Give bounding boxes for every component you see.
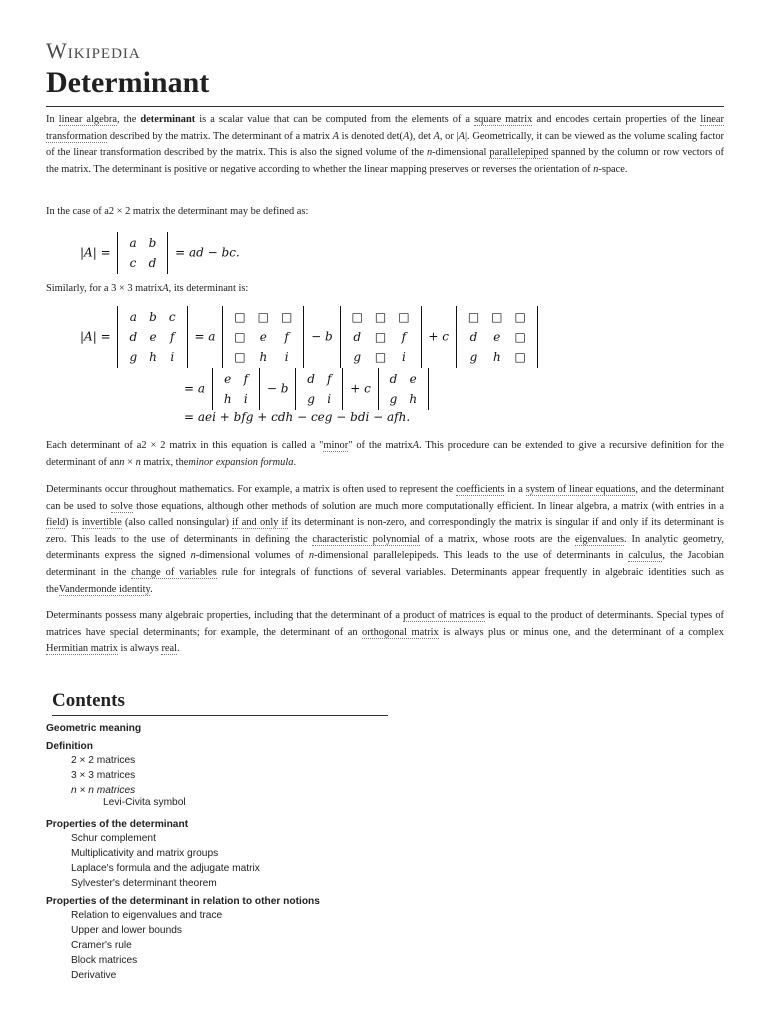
toc-item[interactable]: 2 × 2 matrices [71, 755, 136, 766]
wikipedia-wordmark[interactable]: Wikipedia [46, 38, 141, 63]
matrix-3x3: a b c d e f g h i [117, 306, 187, 368]
paragraph-2x2: In the case of a2 × 2 matrix the determinant may be defined as: [46, 206, 309, 217]
link-real[interactable]: real [161, 643, 178, 655]
toc-item[interactable]: Schur complement [71, 833, 156, 844]
link-minor[interactable]: minor [323, 440, 349, 451]
intro-paragraph: In linear algebra, the determinant is a scalar value that can be computed from the elements of a square matrix and encodes certain properties of the linear transformation described by the matrix. The determinant of a matrix A is denoted det(A), det A, or |A|. Geometrically, it can be viewed as the volume scaling factor of the linear transformation described by the matrix. This is also the signed volume of the n-dimensional parallelepiped spanned by the column or row vectors of the matrix. The determinant is positive or negative according to whether the linear mapping preserves or reverses the orientation of n-space. [46, 114, 725, 175]
minor-matrix-c: □ □ □ d e □ g h □ [456, 306, 538, 368]
paragraph-minor: Each determinant of a2 × 2 matrix in this equation is called a "minor" of the matrixA. This procedure can be extended to give a recursive definition for the determinant of ann × n matrix, theminor expansion formula. [46, 440, 724, 468]
link-calculus[interactable]: calculus [628, 550, 663, 562]
link-invertible[interactable]: invertible [81, 517, 122, 529]
matrix-2x2: a b c d [117, 232, 168, 274]
link-if-and-only-if[interactable]: if and only if [232, 517, 288, 529]
toc-item[interactable]: n × n matrices [71, 785, 136, 796]
toc-item[interactable]: Levi-Civita symbol [103, 797, 186, 808]
table-of-contents [52, 690, 388, 716]
toc-item[interactable]: Relation to eigenvalues and trace [71, 910, 223, 921]
link-characteristic-polynomial[interactable]: characteristic polynomial [312, 533, 421, 545]
equation-3x3-line3: = aei + bfg + cdh − ceg − bdi − afh. [184, 410, 411, 424]
link-parallelepiped[interactable]: parallelepiped [489, 147, 549, 159]
paragraph-3x3: Similarly, for a 3 × 3 matrixA, its determinant is: [46, 283, 249, 294]
toc-item[interactable]: Multiplicativity and matrix groups [71, 848, 219, 859]
link-system-of-linear-equations[interactable]: system of linear equations [525, 484, 636, 495]
link-linear-algebra[interactable]: linear algebra [58, 114, 117, 125]
toc-item[interactable]: Properties of the determinant in relation to other notions [46, 896, 320, 907]
link-field[interactable]: field [46, 517, 66, 529]
toc-item[interactable]: Cramer's rule [71, 940, 132, 951]
link-linear-transformation[interactable]: linear transformation [46, 114, 724, 142]
toc-item[interactable]: Laplace's formula and the adjugate matrix [71, 863, 260, 874]
link-change-of-variables[interactable]: change of variables [131, 566, 217, 578]
toc-item[interactable]: Sylvester's determinant theorem [71, 878, 217, 889]
link-vandermonde-identity[interactable]: Vandermonde identity [58, 583, 151, 595]
link-orthogonal-matrix[interactable]: orthogonal matrix [362, 626, 439, 638]
cofactor-matrix-a: e f h i [212, 368, 260, 410]
paragraph-uses: Determinants occur throughout mathematics. For example, a matrix is often used to represent the coefficients in a system of linear equations, and the determinant can be used to solve those equations, although other methods of solution are much more computationally efficient. In linear algebra, a matrix (with entries in a field) is invertible (also called nonsingular) if and only if its determinant is non-zero, and correspondingly the matrix is singular if and only if its determinant is zero. This leads to the use of determinants in defining the characteristic polynomial of a matrix, whose roots are the eigenvalues. In analytic geometry, determinants express the signed n-dimensional volumes of n-dimensional parallelepipeds. This leads to the use of determinants in calculus, the Jacobian determinant in the change of variables rule for integrals of functions of several variables. Determinants appear frequently in algebraic identities such as theVandermonde identity. [46, 484, 724, 595]
link-coefficients[interactable]: coefficients [456, 484, 505, 495]
toc-item[interactable]: Upper and lower bounds [71, 925, 183, 936]
link-hermitian-matrix[interactable]: Hermitian matrix [46, 643, 118, 655]
link-solve[interactable]: solve [110, 500, 133, 512]
toc-item[interactable]: Block matrices [71, 955, 138, 966]
equation-3x3-line1: |A| = a b c d e f g h i = a □ □ □ □ e f □ h i − b □ □ □ d □ f g □ i + c □ □ □ d e □ g h □ [80, 306, 541, 368]
cofactor-matrix-b: d f g i [295, 368, 343, 410]
toc-item[interactable]: Properties of the determinant [46, 819, 189, 830]
page-title: Determinant [46, 66, 724, 107]
paragraph-properties: Determinants possess many algebraic properties, including that the determinant of a product of matrices is equal to the product of determinants. Special types of matrices have special determinants; for example, the determinant of an orthogonal matrix is always plus or minus one, and the determinant of a complex Hermitian matrix is always real. [46, 610, 724, 655]
toc-item[interactable]: Geometric meaning [46, 723, 142, 734]
minor-matrix-b: □ □ □ d □ f g □ i [340, 306, 422, 368]
link-eigenvalues[interactable]: eigenvalues [574, 533, 624, 545]
toc-item[interactable]: Definition [46, 741, 93, 752]
link-square-matrix[interactable]: square matrix [474, 114, 533, 125]
link-product-of-matrices[interactable]: product of matrices [403, 610, 485, 621]
equation-2x2: |A| = a b c d = ad − bc. [80, 232, 240, 274]
minor-matrix-a: □ □ □ □ e f □ h i [222, 306, 304, 368]
equation-3x3-line2: = a e f h i − b d f g i + c d e g h [184, 368, 432, 410]
toc-item[interactable]: Derivative [71, 970, 117, 981]
contents-heading: Contents [52, 690, 388, 716]
toc-item[interactable]: 3 × 3 matrices [71, 770, 136, 781]
cofactor-matrix-c: d e g h [378, 368, 429, 410]
